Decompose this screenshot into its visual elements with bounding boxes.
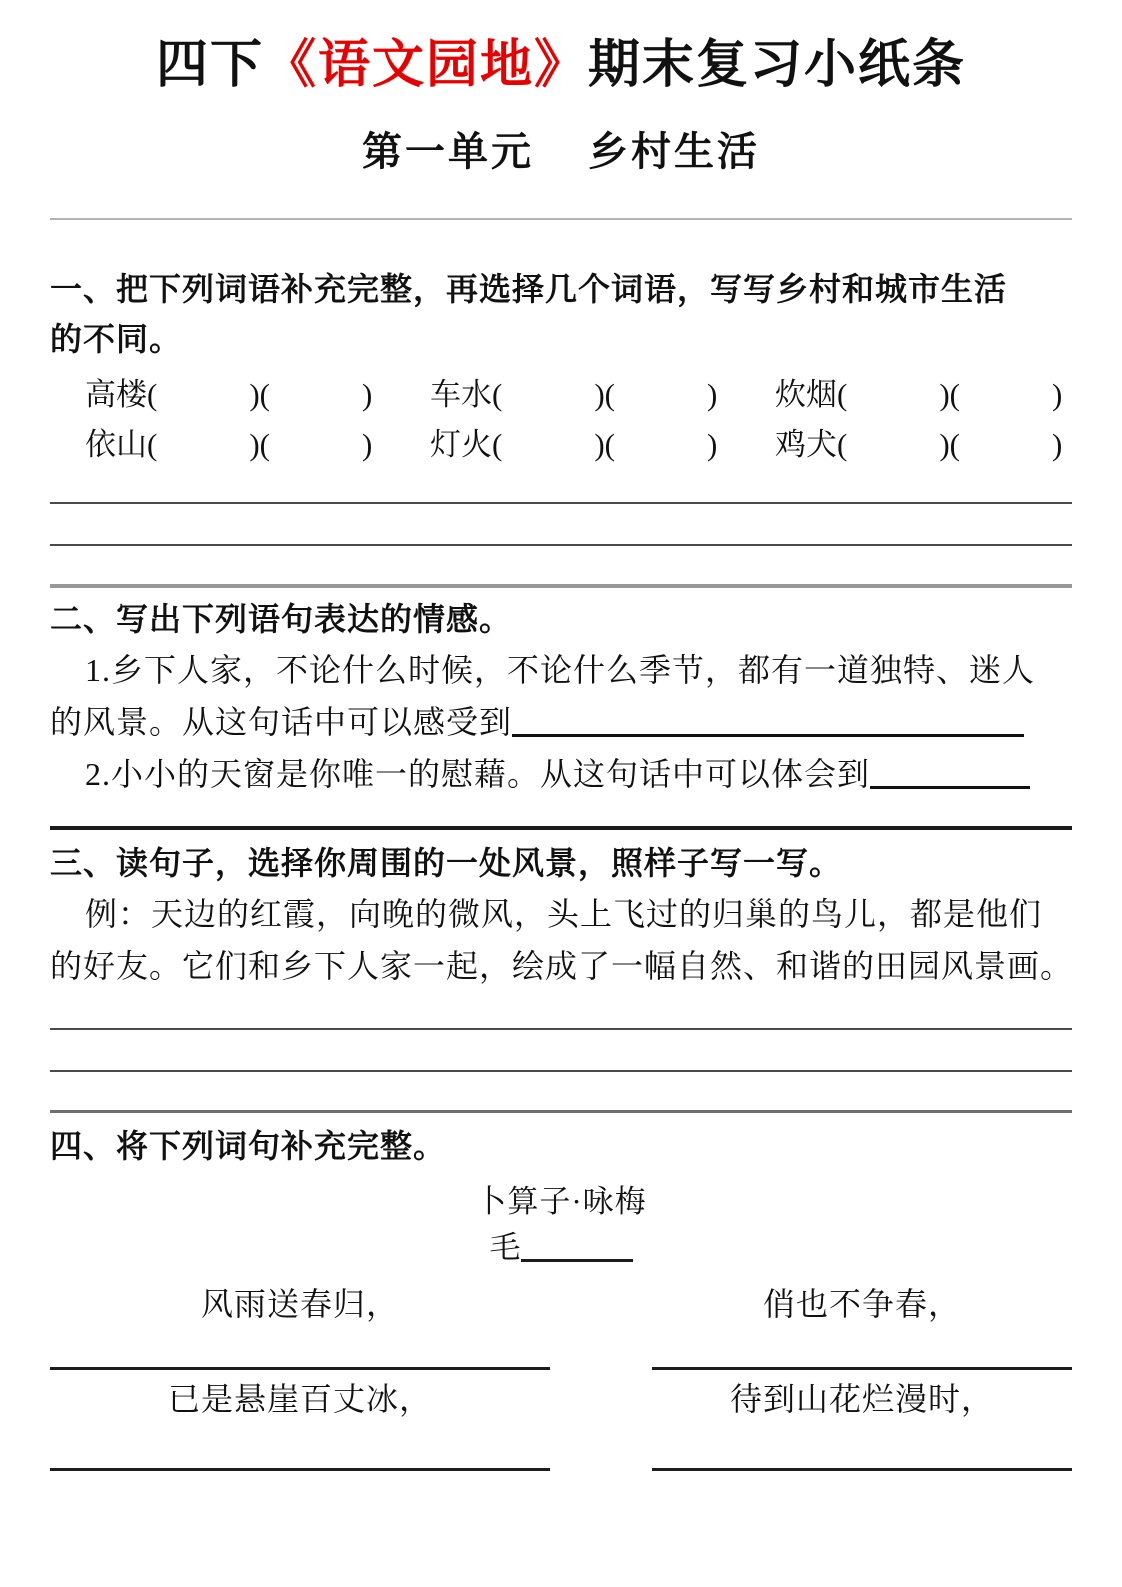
word-item <box>85 420 430 470</box>
question-2 <box>50 748 1072 800</box>
paren-close: ) <box>361 427 373 462</box>
section2-heading: 二、写出下列语句表达的情感。 <box>50 601 513 637</box>
poem-answer-line <box>652 1367 1072 1370</box>
word-grid-row2 <box>50 420 1072 470</box>
section-divider <box>50 1110 1072 1113</box>
unit-subtitle <box>50 126 1072 178</box>
paren-open: ( <box>147 377 158 412</box>
subtitle-topic: 乡村生活 <box>588 129 760 174</box>
paren-close: ) <box>1051 427 1063 462</box>
poem-row-2 <box>50 1376 1072 1422</box>
answer-blank-inline <box>512 704 1024 737</box>
word-prefix: 灯火 <box>430 427 492 462</box>
section1-heading <box>50 264 1072 364</box>
section4-heading: 四、将下列词句补充完整。 <box>50 1128 447 1164</box>
paren-open: ( <box>492 427 503 462</box>
section1-heading-line2: 的不同。 <box>50 321 183 357</box>
poem-answer-line <box>50 1367 550 1370</box>
paren-mid: )( <box>939 427 960 462</box>
paren-close: ) <box>706 377 718 412</box>
word-prefix: 炊烟 <box>775 377 837 412</box>
paren-close: ) <box>1051 377 1063 412</box>
section3-heading: 三、读句子，选择你周围的一处风景，照样子写一写。 <box>50 845 843 881</box>
title-suffix: 期末复习小纸条 <box>588 37 967 94</box>
answer-line <box>50 470 1072 504</box>
header-divider <box>50 218 1072 220</box>
poem-author-prefix: 毛 <box>489 1230 521 1265</box>
section-divider <box>50 584 1072 588</box>
poem-line: 风雨送春归， <box>200 1286 399 1322</box>
paren-mid: )( <box>249 427 270 462</box>
word-item <box>85 370 430 420</box>
word-item <box>775 370 1120 420</box>
question-1-line2 <box>50 696 1072 748</box>
poem-line: 待到山花烂漫时， <box>729 1381 994 1417</box>
paren-open: ( <box>492 377 503 412</box>
paren-mid: )( <box>594 377 615 412</box>
answer-line-full <box>50 826 1072 830</box>
answer-line <box>50 504 1072 546</box>
poem-title: 卜算子·咏梅 <box>475 1184 647 1219</box>
paren-close: ) <box>706 427 718 462</box>
question-1-text: 的风景。从这句话中可以感受到 <box>50 704 513 740</box>
answer-blank-inline <box>870 756 1030 789</box>
paren-mid: )( <box>594 427 615 462</box>
paren-open: ( <box>837 427 848 462</box>
poem-answer-line <box>652 1468 1072 1471</box>
question-2-text: 2.小小的天窗是你唯一的慰藉。从这句话中可以体会到 <box>85 756 871 792</box>
page-title <box>50 34 1072 98</box>
example-sentence-line2: 的好友。它们和乡下人家一起，绘成了一幅自然、和谐的田园风景画。 <box>50 948 1074 984</box>
paren-close: ) <box>361 377 373 412</box>
word-prefix: 鸡犬 <box>775 427 837 462</box>
poem-line: 已是悬崖百丈冰， <box>167 1381 432 1417</box>
word-item <box>430 370 775 420</box>
title-highlight: 《语文园地》 <box>263 37 588 94</box>
question-1-line1: 1.乡下人家，不论什么时候，不论什么季节，都有一道独特、迷人 <box>85 652 1036 688</box>
poem-author-blank <box>521 1229 633 1262</box>
poem-row-1 <box>50 1281 1072 1327</box>
paren-open: ( <box>147 427 158 462</box>
poem-answer-lines-2 <box>50 1468 1072 1471</box>
word-prefix: 依山 <box>85 427 147 462</box>
subtitle-unit: 第一单元 <box>362 129 534 174</box>
poem-answer-line <box>50 1468 550 1471</box>
word-prefix: 车水 <box>430 377 492 412</box>
section1-heading-line1: 一、把下列词语补充完整，再选择几个词语，写写乡村和城市生活 <box>50 271 1008 307</box>
poem-line: 俏也不争春， <box>762 1286 961 1322</box>
word-prefix: 高楼 <box>85 377 147 412</box>
paren-mid: )( <box>939 377 960 412</box>
word-item <box>775 420 1120 470</box>
paren-mid: )( <box>249 377 270 412</box>
paren-open: ( <box>837 377 848 412</box>
poem-answer-lines-1 <box>50 1367 1072 1370</box>
poem-author-line <box>50 1225 1072 1271</box>
answer-line <box>50 1030 1072 1072</box>
word-item <box>430 420 775 470</box>
title-prefix: 四下 <box>155 37 264 94</box>
answer-line <box>50 992 1072 1030</box>
word-grid-row1 <box>50 370 1072 420</box>
example-sentence-line1: 例：天边的红霞，向晚的微风，头上飞过的归巢的鸟儿，都是他们 <box>85 896 1043 932</box>
